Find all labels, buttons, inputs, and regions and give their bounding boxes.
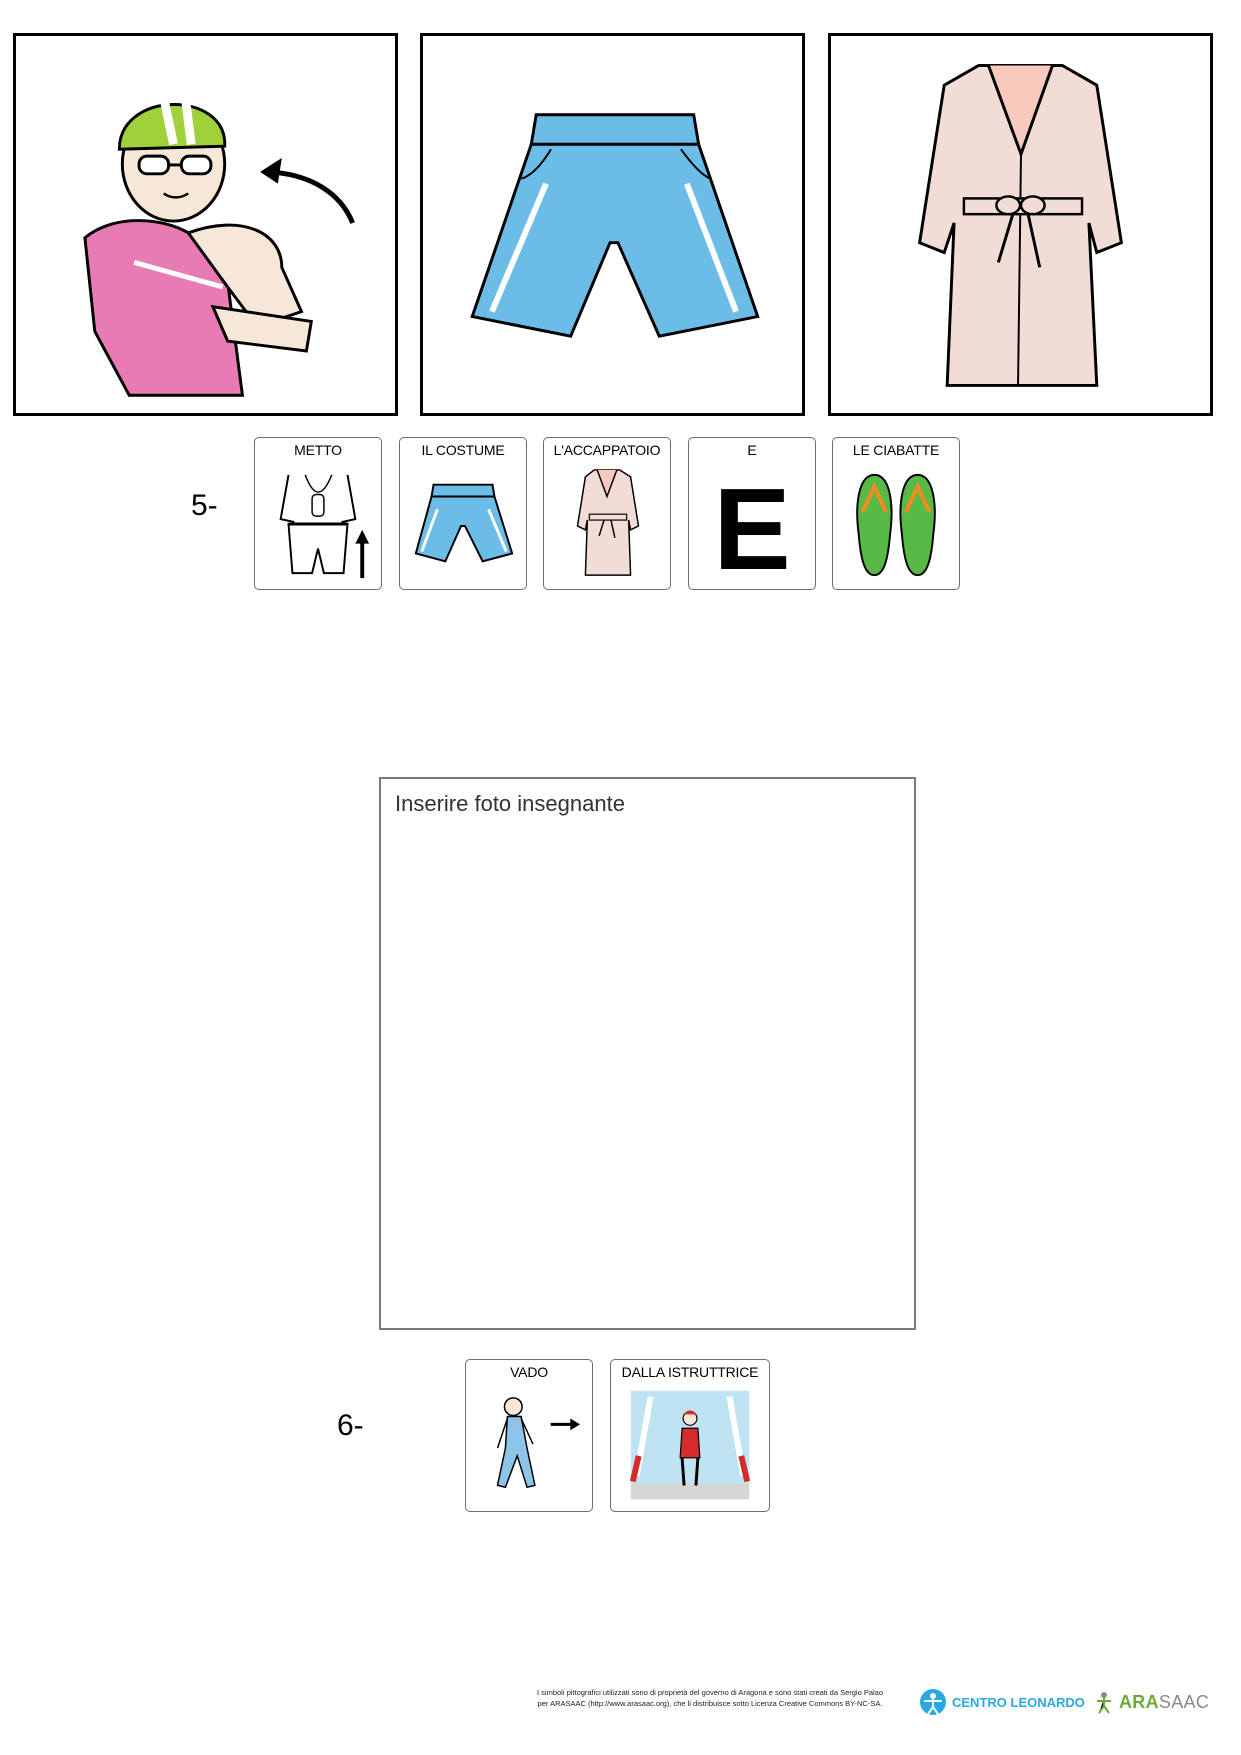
swimming-instructor-icon bbox=[617, 1386, 763, 1506]
letter-e-glyph: E bbox=[713, 464, 791, 584]
pictogram-l-accappatoio bbox=[543, 437, 671, 590]
step-number-6: 6- bbox=[337, 1409, 364, 1442]
vitruvian-man-icon bbox=[918, 1687, 948, 1717]
pictogram-label: L'ACCAPPATOIO bbox=[553, 442, 661, 458]
license-credit bbox=[505, 1687, 915, 1709]
pictogram-vado bbox=[465, 1359, 593, 1512]
pictogram-label: VADO bbox=[510, 1364, 548, 1380]
walking-person-icon bbox=[472, 1386, 586, 1506]
pictogram-le-ciabatte bbox=[832, 437, 960, 590]
pictogram-metto bbox=[254, 437, 382, 590]
teacher-photo-placeholder bbox=[379, 777, 916, 1330]
arasaac-text-ara: ARA bbox=[1119, 1691, 1159, 1712]
pictogram-label: E bbox=[747, 442, 757, 458]
arasaac-mark-icon bbox=[1094, 1690, 1114, 1714]
pictogram-label: DALLA ISTRUTTRICE bbox=[621, 1364, 759, 1380]
centro-leonardo-text: CENTRO LEONARDO bbox=[952, 1694, 1085, 1710]
swimmer-putting-on-swimsuit-image bbox=[13, 33, 398, 416]
flip-flops-icon bbox=[839, 464, 953, 584]
pictogram-label: METTO bbox=[294, 442, 342, 458]
pictogram-label: LE CIABATTE bbox=[852, 442, 940, 458]
putting-on-shorts-icon bbox=[261, 464, 375, 584]
arasaac-text-saac: SAAC bbox=[1158, 1691, 1210, 1712]
pictogram-dalla-istruttrice bbox=[610, 1359, 770, 1512]
license-credit-line-2: per ARASAAC (http://www.arasaac.org), che li distribuisce sotto Licenza Creative Commons BY-NC-SA. bbox=[537, 1699, 883, 1708]
swim-shorts-image bbox=[420, 33, 805, 416]
pictogram-label: IL COSTUME bbox=[421, 442, 505, 458]
pictogram-e bbox=[688, 437, 816, 590]
license-credit-line-1: I simboli pittografici utilizzati sono di proprietà del governo di Aragona e sono stati creati da Sergio Palao bbox=[536, 1688, 884, 1697]
step-number-5: 5- bbox=[191, 489, 218, 522]
arasaac-logo bbox=[1094, 1687, 1209, 1717]
centro-leonardo-logo bbox=[918, 1687, 1085, 1717]
bathrobe-image bbox=[828, 33, 1213, 416]
letter-e-icon bbox=[695, 464, 809, 584]
bathrobe-icon bbox=[550, 464, 664, 584]
placeholder-text: Inserire foto insegnante bbox=[395, 791, 625, 816]
swim-shorts-icon bbox=[406, 464, 520, 584]
pictogram-il-costume bbox=[399, 437, 527, 590]
